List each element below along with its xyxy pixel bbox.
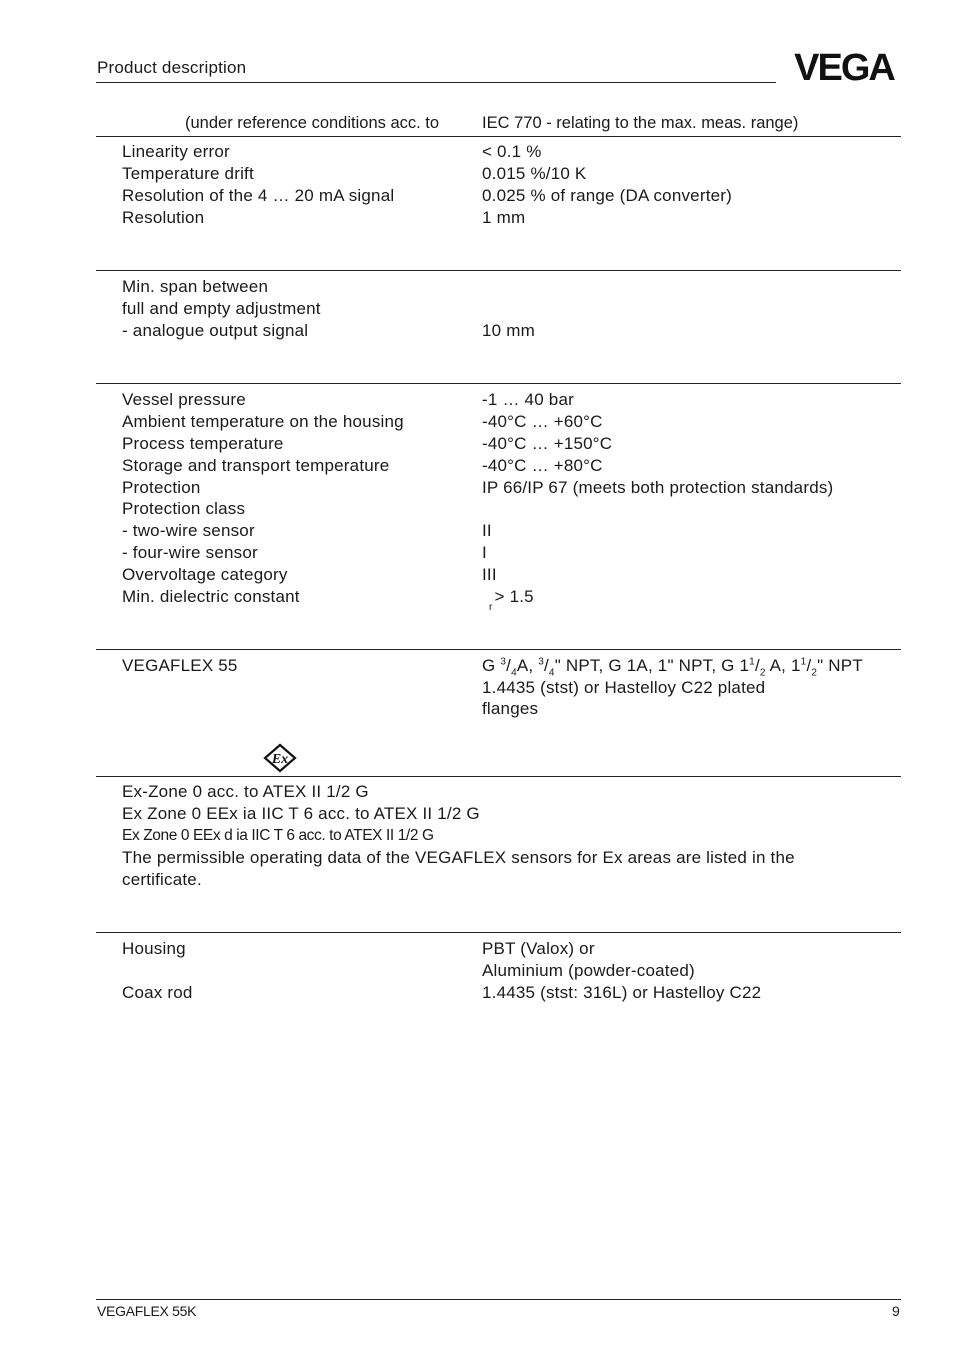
overvoltage-value: III — [482, 565, 497, 584]
four-wire-value: I — [482, 543, 487, 562]
storage-temp-label: Storage and transport temperature — [122, 456, 390, 475]
resolution-label: Resolution — [122, 208, 205, 227]
ex-note-line-2: certificate. — [122, 870, 202, 889]
svg-text:Ex: Ex — [271, 752, 289, 767]
dielectric-label: Min. dielectric constant — [122, 587, 300, 606]
storage-temp-value: -40°C … +80°C — [482, 456, 603, 475]
dielectric-number: > 1.5 — [494, 587, 534, 606]
protection-value: IP 66/IP 67 (meets both protection standards) — [482, 478, 834, 497]
accuracy-condition-right: IEC 770 - relating to the max. meas. range) — [482, 114, 799, 132]
housing-value-1: PBT (Valox) or — [482, 939, 595, 958]
ex-zone-line-1: Ex-Zone 0 acc. to ATEX II 1/2 G — [122, 782, 369, 801]
temp-drift-value: 0.015 %/10 K — [482, 164, 587, 183]
footer-rule — [96, 1299, 901, 1300]
coax-rod-value: 1.4435 (stst: 316L) or Hastelloy C22 — [482, 983, 762, 1002]
coax-rod-label: Coax rod — [122, 983, 193, 1002]
housing-label: Housing — [122, 939, 186, 958]
header-rule — [96, 82, 776, 83]
section-rule — [96, 776, 901, 777]
ambient-temp-label: Ambient temperature on the housing — [122, 412, 404, 431]
section-rule — [96, 270, 901, 271]
housing-value-2: Aluminium (powder-coated) — [482, 961, 695, 980]
flange-value-2: flanges — [482, 699, 539, 718]
svg-text:VEGA: VEGA — [794, 48, 894, 84]
section-rule — [96, 383, 901, 384]
linearity-label: Linearity error — [122, 142, 230, 161]
ex-zone-line-2: Ex Zone 0 EEx ia IIC T 6 acc. to ATEX II 1/2 G — [122, 804, 480, 823]
protection-label: Protection — [122, 478, 201, 497]
span-label-2: full and empty adjustment — [122, 299, 321, 318]
ambient-temp-value: -40°C … +60°C — [482, 412, 603, 431]
signal-resolution-label: Resolution of the 4 … 20 mA signal — [122, 186, 395, 205]
process-temp-value: -40°C … +150°C — [482, 434, 613, 453]
dielectric-subscript: r — [489, 602, 493, 613]
page-number: 9 — [892, 1303, 900, 1319]
overvoltage-label: Overvoltage category — [122, 565, 288, 584]
section-rule — [96, 649, 901, 650]
section-rule — [96, 932, 901, 933]
span-label-3: - analogue output signal — [122, 321, 309, 340]
four-wire-label: - four-wire sensor — [122, 543, 258, 562]
ex-icon — [263, 743, 297, 773]
flange-value-1: 1.4435 (stst) or Hastelloy C22 plated — [482, 678, 766, 697]
process-temp-label: Process temperature — [122, 434, 284, 453]
thread-value: G $^3/_4A$, $^3/_4$" NPT, G 1A, 1" NPT, G $1^1/_2$ A, $1^1/_2$" NPT — [482, 656, 863, 679]
signal-resolution-value: 0.025 % of range (DA converter) — [482, 186, 732, 205]
span-value: 10 mm — [482, 321, 535, 340]
temp-drift-label: Temperature drift — [122, 164, 254, 183]
vessel-pressure-value: -1 … 40 bar — [482, 390, 574, 409]
resolution-value: 1 mm — [482, 208, 526, 227]
ex-note-line-1: The permissible operating data of the VEGAFLEX sensors for Ex areas are listed in the — [122, 848, 795, 867]
two-wire-value: II — [482, 521, 492, 540]
page-header-title: Product description — [97, 58, 247, 77]
vegaflex-55-label: VEGAFLEX 55 — [122, 656, 238, 675]
protection-class-label: Protection class — [122, 499, 246, 518]
dielectric-value — [482, 586, 534, 611]
ex-zone-line-3: Ex Zone 0 EEx d ia IIC T 6 acc. to ATEX II 1/2 G — [122, 827, 434, 844]
vega-logo — [786, 48, 902, 84]
two-wire-label: - two-wire sensor — [122, 521, 255, 540]
footer-product-name: VEGAFLEX 55K — [97, 1303, 197, 1319]
accuracy-condition-left: (under reference conditions acc. to — [185, 114, 440, 132]
span-label-1: Min. span between — [122, 277, 269, 296]
section-rule — [96, 136, 901, 137]
vessel-pressure-label: Vessel pressure — [122, 390, 246, 409]
linearity-value: < 0.1 % — [482, 142, 542, 161]
